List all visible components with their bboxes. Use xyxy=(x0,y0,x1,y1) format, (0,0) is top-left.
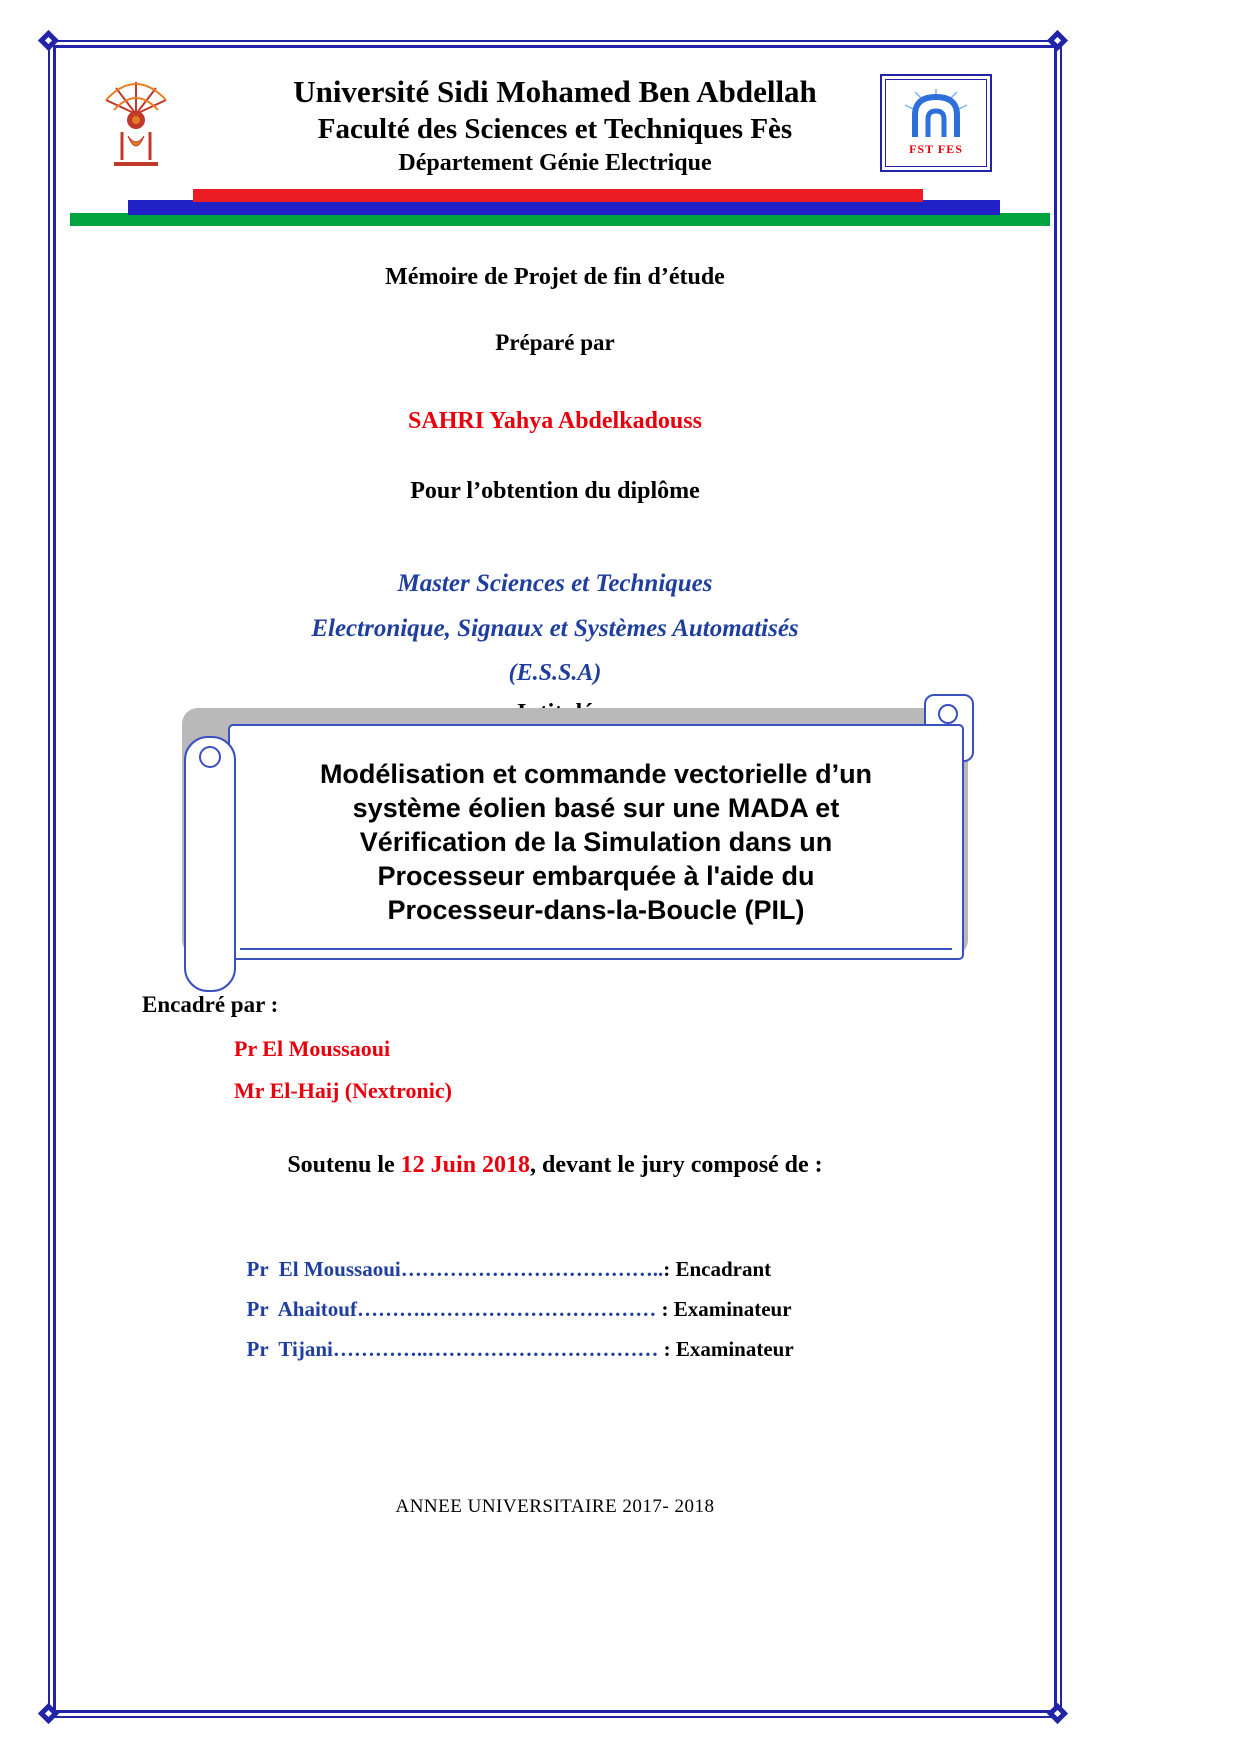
blue-bar xyxy=(128,200,1000,215)
jury-name: Pr Ahaitouf xyxy=(246,1297,357,1321)
prepared-by-label: Préparé par xyxy=(495,330,615,355)
jury-role: : Examinateur xyxy=(663,1337,794,1361)
scroll-fold-line xyxy=(240,948,952,950)
jury-row xyxy=(194,1312,794,1387)
scroll-left-curl xyxy=(184,736,236,992)
jury-dots: ……….…………………………… xyxy=(356,1297,662,1321)
jury-role: : Examinateur xyxy=(661,1297,792,1321)
thesis-title-line: système éolien basé sur une MADA et xyxy=(352,793,840,823)
master-line-2: Electronique, Signaux et Systèmes Automatisés xyxy=(311,615,799,642)
page-frame-inner xyxy=(53,45,1057,1713)
supervisor-1: Pr El Moussaoui xyxy=(234,1036,391,1061)
thesis-title-line: Processeur-dans-la-Boucle (PIL) xyxy=(387,895,805,925)
scroll-body xyxy=(228,724,964,960)
academic-year: ANNEE UNIVERSITAIRE 2017- 2018 xyxy=(395,1496,715,1517)
defense-date: 12 Juin 2018 xyxy=(400,1152,531,1178)
page-content xyxy=(56,48,1054,1710)
supervisor-2: Mr El-Haij (Nextronic) xyxy=(234,1078,452,1103)
thesis-title-line: Modélisation et commande vectorielle d’un xyxy=(319,759,873,789)
header-text xyxy=(196,74,914,177)
author-name: SAHRI Yahya Abdelkadouss xyxy=(408,408,702,434)
red-bar xyxy=(193,189,923,202)
faculty-name: Faculté des Sciences et Techniques Fès xyxy=(317,113,793,145)
defense-suffix: , devant le jury composé de : xyxy=(530,1152,823,1178)
memoire-title: Mémoire de Projet de fin d’étude xyxy=(385,264,725,290)
master-line-3: (E.S.S.A) xyxy=(508,660,602,686)
thesis-title-line: Processeur embarquée à l'aide du xyxy=(377,861,815,891)
jury-name: Pr El Moussaoui xyxy=(246,1257,401,1281)
defense-prefix: Soutenu le xyxy=(287,1152,401,1178)
jury-role: : Encadrant xyxy=(663,1257,772,1281)
jury-name: Pr Tijani xyxy=(246,1337,333,1361)
title-scroll-banner xyxy=(184,720,966,1010)
jury-dots: ……………………………….. xyxy=(400,1257,664,1281)
department-name: Département Génie Electrique xyxy=(398,150,712,176)
jury-dots: …………..…………………………… xyxy=(332,1337,664,1361)
master-line-1: Master Sciences et Techniques xyxy=(397,570,713,597)
page-frame xyxy=(48,40,1062,1718)
fst-fes-logo xyxy=(880,74,992,172)
fst-arch-icon xyxy=(901,89,971,141)
university-emblem-logo xyxy=(94,74,178,178)
fst-fes-caption: FST FES xyxy=(909,142,963,156)
diploma-label: Pour l’obtention du diplôme xyxy=(410,478,700,504)
supervision-label: Encadré par : xyxy=(142,992,279,1017)
university-emblem-icon xyxy=(94,74,178,178)
defense-line xyxy=(56,1152,1054,1179)
thesis-title-line: Vérification de la Simulation dans un xyxy=(359,827,833,857)
university-name: Université Sidi Mohamed Ben Abdellah xyxy=(293,74,817,109)
